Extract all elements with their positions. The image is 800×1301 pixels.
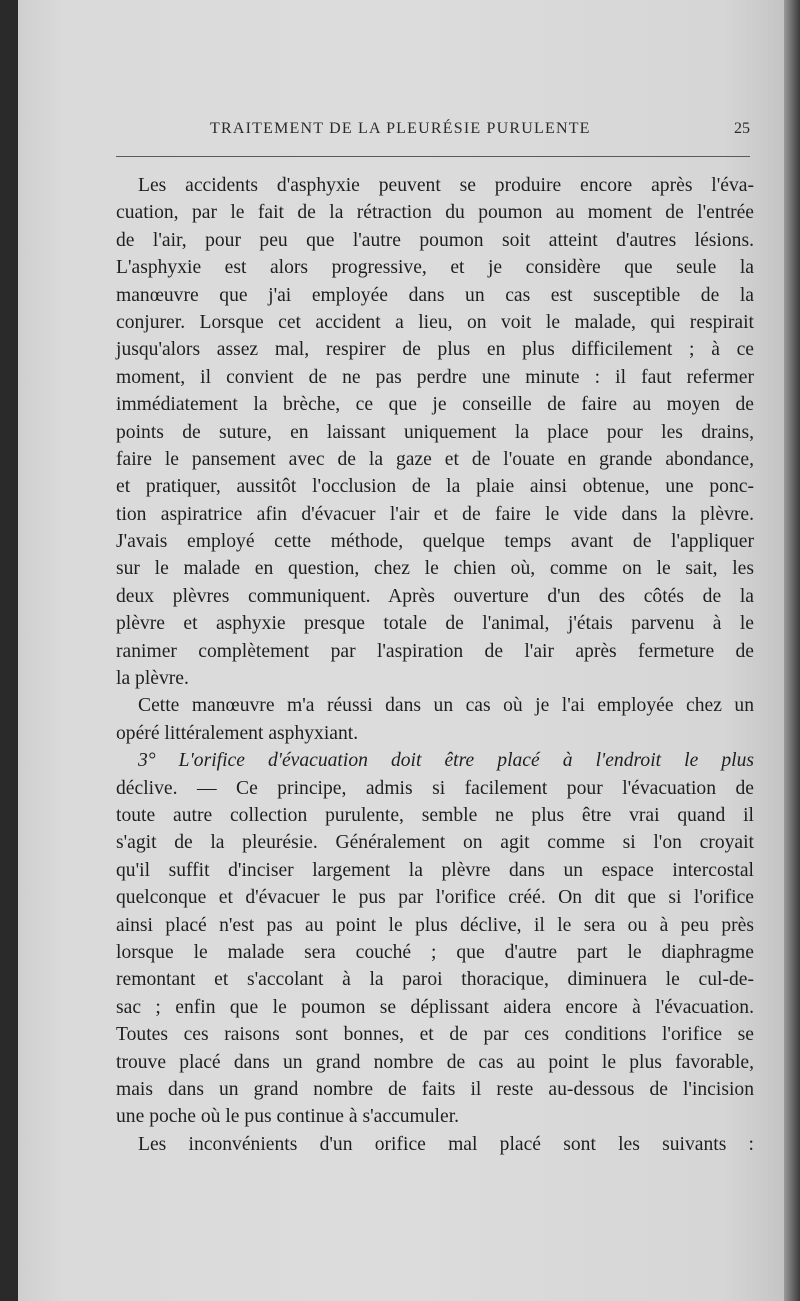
text-line: remontant et s'accolant à la paroi thoracique, diminuera le cul-de-	[116, 969, 754, 991]
page-number: 25	[734, 120, 750, 137]
page-edge-shadow	[784, 0, 800, 1301]
text-line: conjurer. Lorsque cet accident a lieu, on voit le malade, qui respirait	[116, 311, 754, 333]
running-title: TRAITEMENT DE LA PLEURÉSIE PURULENTE	[210, 120, 591, 137]
text-line: qu'il suffit d'inciser largement la plèvre dans un espace intercostal	[116, 859, 754, 881]
section-heading-line: 3° L'orifice d'évacuation doit être placé à l'endroit le plus	[138, 750, 754, 772]
text-line: lorsque le malade sera couché ; que d'autre part le diaphragme	[116, 941, 754, 963]
text-line: deux plèvres communiquent. Après ouverture d'un des côtés de la	[116, 585, 754, 607]
text-line: toute autre collection purulente, semble ne plus être vrai quand il	[116, 804, 754, 826]
text-line: jusqu'alors assez mal, respirer de plus en plus difficilement ; à ce	[116, 339, 754, 361]
text-line: déclive. — Ce principe, admis si facilement pour l'évacuation de	[116, 777, 754, 799]
body-text	[116, 172, 754, 1158]
text-line: sac ; enfin que le poumon se déplissant aidera encore à l'évacuation.	[116, 996, 754, 1018]
text-line: quelconque et d'évacuer le pus par l'orifice créé. On dit que si l'orifice	[116, 887, 754, 909]
text-line: trouve placé dans un grand nombre de cas au point le plus favorable,	[116, 1051, 754, 1073]
text-line: mais dans un grand nombre de faits il reste au-dessous de l'incision	[116, 1078, 754, 1100]
running-header	[210, 120, 750, 140]
text-line: une poche où le pus continue à s'accumuler.	[116, 1106, 460, 1128]
text-line: Les inconvénients d'un orifice mal placé sont les suivants :	[138, 1133, 754, 1155]
text-line: la plèvre.	[116, 668, 189, 690]
text-line: J'avais employé cette méthode, quelque temps avant de l'appliquer	[116, 531, 754, 553]
text-line: tion aspiratrice afin d'évacuer l'air et de faire le vide dans la plèvre.	[116, 503, 754, 525]
text-line: opéré littéralement asphyxiant.	[116, 722, 359, 744]
text-line: plèvre et asphyxie presque totale de l'animal, j'étais parvenu à le	[116, 613, 754, 635]
text-line: cuation, par le fait de la rétraction du poumon au moment de l'entrée	[116, 202, 754, 224]
text-line: et pratiquer, aussitôt l'occlusion de la plaie ainsi obtenue, une ponc-	[116, 476, 754, 498]
text-line: faire le pansement avec de la gaze et de l'ouate en grande abondance,	[116, 448, 754, 470]
header-rule	[116, 156, 750, 157]
text-line: Cette manœuvre m'a réussi dans un cas où je l'ai employée chez un	[138, 695, 754, 717]
text-line: Les accidents d'asphyxie peuvent se produire encore après l'éva-	[138, 175, 754, 196]
text-line: ainsi placé n'est pas au point le plus déclive, il le sera ou à peu près	[116, 914, 754, 936]
text-line: moment, il convient de ne pas perdre une minute : il faut refermer	[116, 366, 754, 388]
text-line: de l'air, pour peu que l'autre poumon soit atteint d'autres lésions.	[116, 229, 754, 251]
text-line: ranimer complètement par l'aspiration de l'air après fermeture de	[116, 640, 754, 662]
text-line: L'asphyxie est alors progressive, et je considère que seule la	[116, 257, 754, 279]
text-line: sur le malade en question, chez le chien où, comme on le sait, les	[116, 558, 754, 580]
text-line: points de suture, en laissant uniquement la place pour les drains,	[116, 421, 754, 443]
text-line: s'agit de la pleurésie. Généralement on agit comme si l'on croyait	[116, 832, 754, 854]
text-line: immédiatement la brèche, ce que je conseille de faire au moyen de	[116, 394, 754, 416]
text-line: manœuvre que j'ai employée dans un cas est susceptible de la	[116, 284, 754, 306]
text-line: Toutes ces raisons sont bonnes, et de par ces conditions l'orifice se	[116, 1024, 754, 1046]
